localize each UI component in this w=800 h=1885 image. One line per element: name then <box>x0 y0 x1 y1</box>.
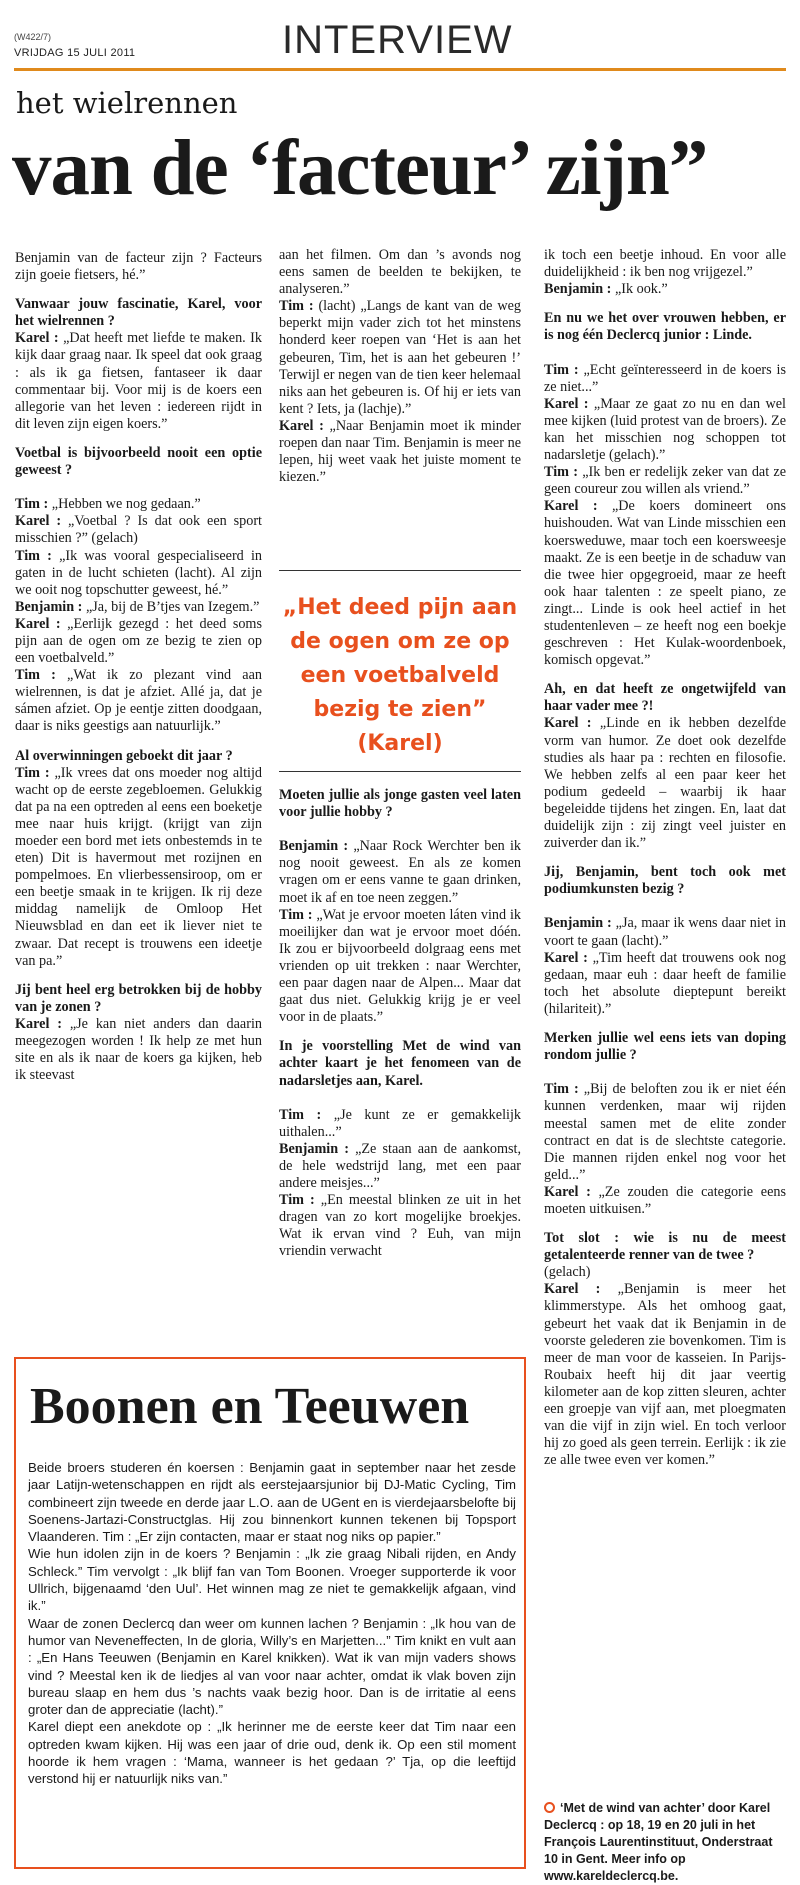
article-column-2-bottom <box>279 785 521 1273</box>
answer: „Je kan niet anders dan daarin meegezogen worden ! Ik help ze met hun site en als ik naar de koers ga kijken, heb ik steevast <box>15 1015 262 1084</box>
qa-block <box>544 681 786 852</box>
question: Merken jullie wel eens iets van doping rondom jullie ? <box>544 1030 786 1064</box>
answer: „Ja, bij de B’tjes van Izegem.” <box>85 598 260 615</box>
speaker: Karel : <box>544 498 612 515</box>
answer: „Maar ze gaat zo nu en dan wel mee kijken (luid protest van de broers). Ze kan het misschien nog schoppen tot nadarsletje (gelach).” <box>544 395 786 464</box>
answer: „Ik was vooral gespecialiseerd in gaten in de lucht schieten (lacht). Al zijn we ooit nog topschutter geweest, hé.” <box>15 547 262 598</box>
speaker: Karel : <box>15 330 59 347</box>
answer: „Je kunt ze er gemakkelijk uithalen...” <box>279 1106 521 1140</box>
qa-block <box>15 296 262 433</box>
speaker: Tim : <box>279 1192 321 1209</box>
answer: „Ze staan aan de aankomst, de hele wedstrijd lang, met een paar andere meisjes...” <box>279 1140 521 1192</box>
qa-block <box>544 1030 786 1218</box>
kicker: het wielrennen <box>16 86 238 120</box>
answer: „Naar Benjamin moet ik minder roepen dan naar Tim. Benjamin is meer ne lepen, hij weet vaak het juiste moment te kiezen.” <box>279 417 521 486</box>
qa-block <box>544 310 786 669</box>
answer: „Bij de beloften zou ik er niet één kunnen verdenken, maar wij rijden meestal samen met de elite zonder contract en dat is de slechtste categorie. Die mannen rijden enkel nog voor het geld...” <box>544 1081 786 1183</box>
question: En nu we het over vrouwen hebben, er is nog één Declercq junior : Linde. <box>544 310 786 344</box>
continued-text <box>544 247 786 298</box>
dialogue <box>279 1107 521 1260</box>
qa-block <box>544 864 786 1018</box>
pull-quote: „Het deed pijn aan de ogen om ze op een voetbalveld bezig te zien” (Karel) <box>282 595 518 756</box>
speaker: Benjamin : <box>544 281 612 298</box>
speaker: Tim : <box>544 1081 584 1098</box>
article-column-1 <box>15 250 262 1096</box>
article-column-2 <box>279 247 521 498</box>
dialogue <box>544 915 786 1016</box>
dialogue <box>15 496 262 734</box>
speaker: Tim : <box>15 496 52 513</box>
speaker: Tim : <box>544 361 584 378</box>
question: Jij, Benjamin, bent toch ook met podiumkunsten bezig ? <box>544 864 786 898</box>
dialogue <box>544 1081 786 1217</box>
speaker: Tim : <box>279 298 319 315</box>
box-title: Boonen en Teeuwen <box>30 1378 470 1435</box>
publication-date: VRIJDAG 15 JULI 2011 <box>14 47 136 59</box>
qa-block <box>15 445 262 736</box>
question: In je voorstelling Met de wind van achter kaart je het fenomeen van de nadarsletjes aan, Karel. <box>279 1038 521 1089</box>
dialogue <box>279 838 521 1025</box>
box-paragraph: Wie hun idolen zijn in de koers ? Benjamin : „Ik zie graag Nibali rijden, en Andy Schleck.” Tim vervolgt : „Ik blijf fan van Tom Boonen. Vroeger supporterde ik voor Ullrich, bijgenaamd ‘den Uul’. Het winnen mag ze niet te gemakkelijk afgaan, vind ik.” <box>28 1546 516 1614</box>
qa-block <box>279 1038 521 1260</box>
pull-quote-box <box>279 570 521 772</box>
question: Al overwinningen geboekt dit jaar ? <box>15 747 233 764</box>
speaker: Tim : <box>15 667 68 684</box>
continued-text <box>279 247 521 486</box>
speaker: Tim : <box>15 764 50 781</box>
speaker: Benjamin : <box>279 1140 356 1157</box>
speaker: Karel : <box>15 1015 62 1032</box>
speaker: Karel : <box>279 417 330 434</box>
qa-block <box>15 748 262 970</box>
speaker: Karel : <box>544 1183 599 1200</box>
header-rule <box>14 68 786 71</box>
answer: „Ik ook.” <box>614 281 668 298</box>
answer: „Naar Rock Werchter ben ik nog nooit geweest. En als ze komen vragen om er eens vanne te gaan drinken, moet ik af en toe neen zeggen.” <box>279 838 521 906</box>
intro-text: Benjamin van de facteur zijn ? Facteurs zijn goeie fietsers, hé.” <box>15 250 262 284</box>
question: Voetbal is bijvoorbeeld nooit een optie geweest ? <box>15 444 262 479</box>
headline: van de ‘facteur’ zijn” <box>12 125 708 212</box>
speaker: Karel : <box>544 715 592 732</box>
dialogue <box>544 362 786 669</box>
box-paragraph: Beide broers studeren én koersen : Benjamin gaat in september naar het zesde jaar Latijn-wetenschappen en rijdt als eerstejaarsjunior bij DJ-Matic Cycling, Tim combineert zijn tweede en derde jaar L.O. aan de UGent en is vierdejaarsbelofte bij Soenens-Jartazi-Constructglas. Hij zou binnenkort kunnen tekenen bij Topsport Vlaanderen. Tim : „Er zijn contacten, maar er staat nog niks op papier.” <box>28 1460 516 1545</box>
speaker: Tim : <box>279 1106 334 1123</box>
answer: „Ja, maar ik wens daar niet in voort te gaan (lacht).” <box>544 915 787 949</box>
answer: „En meestal blinken ze uit in het dragen van zo kort mogelijke broekjes. Wat ik ervan vind ? Euh, van mijn vriendin verwacht <box>279 1192 521 1260</box>
speaker: Tim : <box>15 547 60 564</box>
continuation: ik toch een beetje inhoud. En voor alle duidelijkheid : ik ben nog vrijgezel.” <box>544 247 786 281</box>
answer: „Ze zouden die categorie eens moeten uitkuisen.” <box>544 1183 786 1217</box>
speaker: Benjamin : <box>279 838 354 855</box>
box-paragraph: Karel diept een anekdote op : „Ik herinner me de eerste keer dat Tim naar een optreden kwam kijken. Hij was een jaar of drie oud, denk ik. Op een stil moment hoorde ik hem vragen : ‘Mama, wanneer is het gedaan ?’ Tja, op die leeftijd verstond hij er natuurlijk niks van.” <box>28 1719 516 1787</box>
answer: „Wat je ervoor moeten láten vind ik moeilijker dan wat je ervoor moet dóén. Ik zou er bijvoorbeeld dolgraag eens met vrienden op uit trekken : naar Werchter, een paar dagen naar de Alpen... Maar dat gaat dus niet. Gelukkig krijg je er veel voor in de plaats.” <box>279 906 521 1026</box>
answer: „Hebben we nog gedaan.” <box>51 496 201 513</box>
stage-note: (gelach) <box>544 1264 591 1281</box>
answer: (lacht) „Langs de kant van de weg beperkt mijn vader zich tot het minstens honderd keer roepen van ‘Het is aan het gebeuren, Tim, het is aan het gebeuren !’ Terwijl er negen van de tien keer helemaal niks aan het gebeuren is. Of hij er iets van kent ? Iets, ja (lachje).” <box>279 298 521 417</box>
answer: „Tim heeft dat trouwens ook nog gedaan, maar euh : daar heeft de familie toch het absolute dieptepunt bereikt (hilariteit).” <box>544 949 786 1017</box>
answer: „Echt geïnteresseerd in de koers is ze niet...” <box>544 361 786 395</box>
speaker: Karel : <box>544 949 593 966</box>
qa-block <box>15 982 262 1085</box>
bullet-circle-icon <box>544 1802 555 1813</box>
question: Tot slot : wie is nu de meest getalenteerde renner van de twee ? <box>544 1230 786 1264</box>
answer: „Benjamin is meer het klimmerstype. Als het omhoog gaat, gebeurt het vaak dat ik Benjamin in de voorste gelederen zie bovenkomen. Tim is meer de man voor de kasseien. In Parijs-Roubaix heeft hij dit jaar veertig kilometer aan de kop zitten sleuren, achter een groepje van vijf aan, met ploegmaten van die vijf in zijn wiel. En toch verloor hij zo goed als geen terrein. Eerlijk : ik zie ze alle twee even ver komen.” <box>544 1281 786 1469</box>
question: Vanwaar jouw fascinatie, Karel, voor het wielrennen ? <box>15 296 262 330</box>
sidebar-box <box>14 1357 526 1869</box>
speaker: Benjamin : <box>544 915 616 932</box>
speaker: Karel : <box>544 395 594 412</box>
speaker: Karel : <box>544 1281 601 1298</box>
page-code: (W422/7) <box>14 32 52 42</box>
question: Moeten jullie als jonge gasten veel laten voor jullie hobby ? <box>279 787 521 821</box>
answer: „Eerlijk gezegd : het deed soms pijn aan de ogen om ze bezig te zien op een voetbalveld.” <box>15 615 262 667</box>
answer: „Linde en ik hebben dezelfde vorm van humor. Ze doet ook dezelfde studies als haar pa : rechten en filosofie. We hebben zelfs al een paar keer het podium gedeeld – waarbij ik haar begeleidde tijdens het zingen. En, laat dat duidelijk zijn : zij zingt veel juister en zuiverder dan ik.” <box>544 715 787 852</box>
section-title: INTERVIEW <box>282 18 513 62</box>
continuation: aan het filmen. Om dan ’s avonds nog eens samen de beelden te bekijken, te analyseren.” <box>279 247 521 298</box>
dialogue <box>279 298 521 485</box>
event-info <box>544 1800 788 1885</box>
answer: „Wat ik zo plezant vind aan wielrennen, is dat je afziet. Allé ja, dat je sámen afziet. Op je eentje zitten doodgaan, daar is niks geestigs aan natuurlijk.” <box>15 667 262 735</box>
answer: „Ik vrees dat ons moeder nog altijd wacht op de eerste zegebloemen. Gelukkig dat pa na een optreden al eens een boeketje mee naar huis krijgt. (krijgt van zijn moeder een bord met iets onbestemds in te eten) Dit is havermout met rozijnen en pompelmoes. En vlierbessensiroop, om er een beetje smaak in te krijgen. Ik rij deze middag namelijk de Omloop Het Nieuwsblad en dan eet ik liever niet te zwaar. Dat recept is trouwens een ideetje van pa.” <box>15 764 262 969</box>
box-paragraph: Waar de zonen Declercq dan weer om kunnen lachen ? Benjamin : „Ik hou van de humor van Neveneffecten, In de gloria, Willy’s en Marjetten...” Tim knikt en vult aan : „En Hans Teeuwen (Benjamin en Karel knikken). Wat ik van mijn vaders shows vind ? Meestal ken ik de liedjes al van voor naar achter, omdat ik vlak boven zijn bureau slaap en hem dus ’s nachts vaak bezig hoor. Dan is de irritatie al eens groter dan de appreciatie (lacht).” <box>28 1615 516 1718</box>
answer: „Ik ben er redelijk zeker van dat ze geen coureur zou willen als vriend.” <box>544 464 786 498</box>
question: Ah, en dat heeft ze ongetwijfeld van haar vader mee ?! <box>544 681 786 715</box>
box-body <box>28 1459 516 1788</box>
answer: „De koers domineert ons huishouden. Wat van Linde misschien een koersweduwe, maar toch een koersweesje maakt. Ze is een beetje in de schaduw van die twee hier opgegroeid, maar ze heeft ook haar talenten : ze speelt piano, ze zingt... Linde is ook heel actief in het studentenleven – ze heeft nog een boekje geschreven : Het Kulak-woordenboek, komisch opgevat.” <box>544 498 786 669</box>
article-column-3 <box>544 247 786 1481</box>
qa-block <box>279 787 521 1026</box>
answer: „Dat heeft met liefde te maken. Ik kijk daar graag naar. Ik speel dat ook graag : als ik ga fietsen, fantaseer ik daar commentaar bij. Voor mij is de koers een allegorie van het leven : iedereen rijdt in dit leven zijn eigen koers.” <box>15 330 262 432</box>
speaker: Tim : <box>544 464 583 481</box>
qa-block <box>544 1230 786 1469</box>
speaker: Karel : <box>15 615 68 632</box>
event-info-text: ‘Met de wind van achter’ door Karel Declercq : op 18, 19 en 20 juli in het François Laurentinstituut, Onderstraat 10 in Gent. Meer info op www.kareldeclercq.be. <box>544 1801 773 1883</box>
speaker: Karel : <box>15 513 68 530</box>
speaker: Benjamin : <box>15 598 86 615</box>
speaker: Tim : <box>279 906 317 923</box>
answer: „Voetbal ? Is dat ook een sport misschien ?” (gelach) <box>15 513 262 547</box>
question: Jij bent heel erg betrokken bij de hobby van je zonen ? <box>15 981 262 1015</box>
